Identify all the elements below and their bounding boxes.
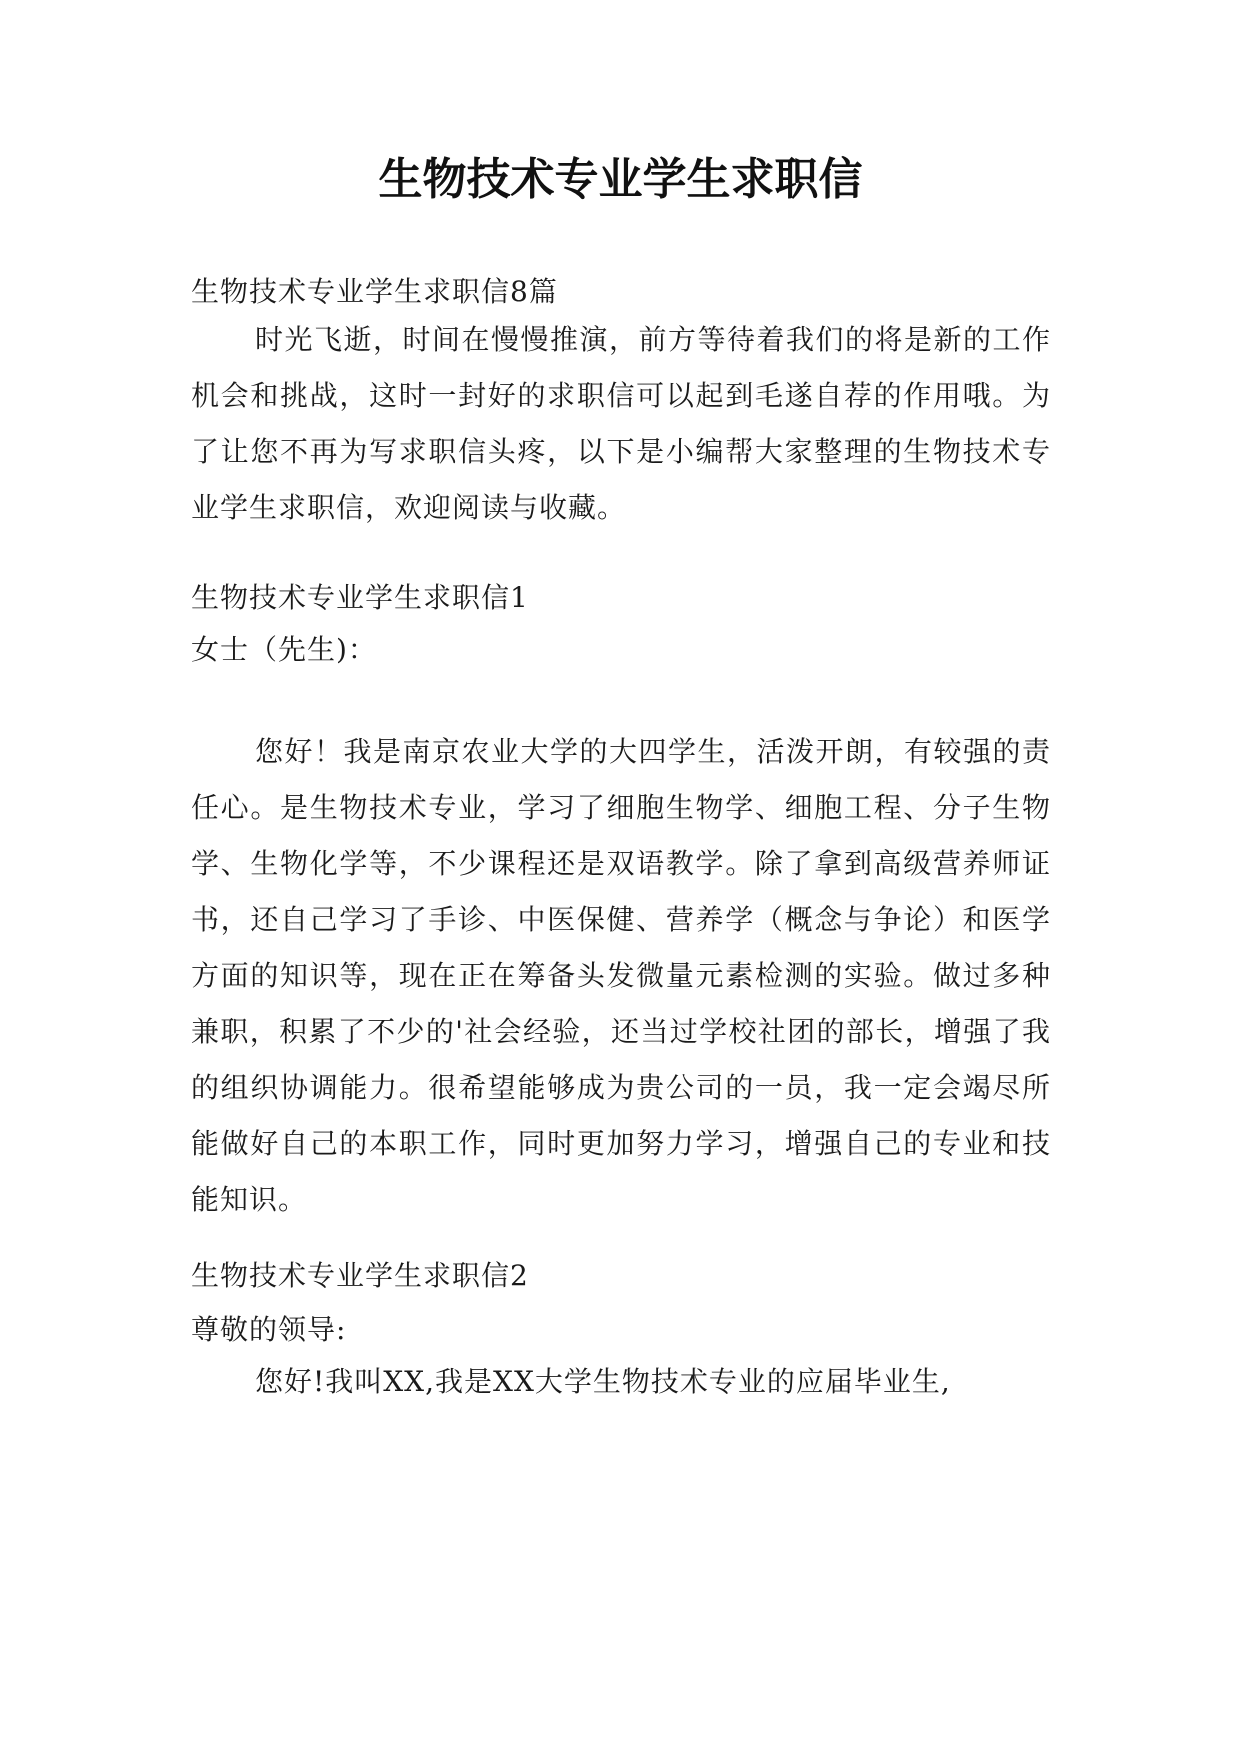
intro-paragraph: 时光飞逝，时间在慢慢推演，前方等待着我们的将是新的工作机会和挑战，这时一封好的求职信可以起到毛遂自荐的作用哦。为了让您不再为写求职信头疼，以下是小编帮大家整理的生物技术专业学生求职信，欢迎阅读与收藏。 [191, 323, 1051, 524]
document-subtitle: 生物技术专业学生求职信8篇 [191, 275, 558, 308]
letter-2-salutation: 尊敬的领导: [191, 1313, 347, 1346]
document-title: 生物技术专业学生求职信 [378, 154, 863, 205]
letter-1-salutation: 女士（先生)： [191, 633, 377, 666]
letter-1-body: 您好！我是南京农业大学的大四学生，活泼开朗，有较强的责任心。是生物技术专业，学习了细胞生物学、细胞工程、分子生物学、生物化学等，不少课程还是双语教学。除了拿到高级营养师证书，还自己学习了手诊、中医保健、营养学（概念与争论）和医学方面的知识等，现在正在筹备头发微量元素检测的实验。做过多种兼职，积累了不少的'社会经验，还当过学校社团的部长，增强了我的组织协调能力。很希望能够成为贵公司的一员，我一定会竭尽所能做好自己的本职工作，同时更加努力学习，增强自己的专业和技能知识。 [191, 735, 1051, 1216]
letter-2-body: 您好!我叫XX,我是XX大学生物技术专业的应届毕业生, [255, 1365, 951, 1398]
letter-2-heading: 生物技术专业学生求职信2 [191, 1259, 529, 1292]
letter-1-heading: 生物技术专业学生求职信1 [191, 581, 529, 614]
